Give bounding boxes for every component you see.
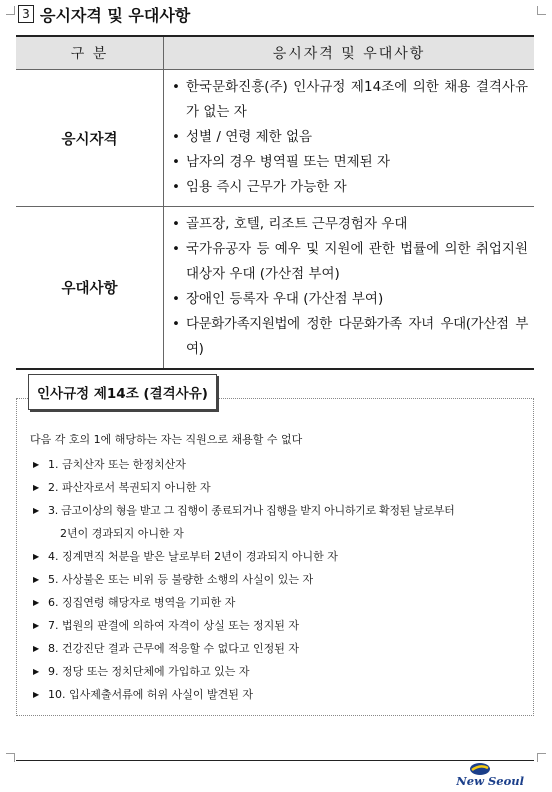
list-item: • 한국문화진흥(주) 인사규정 제14조에 의한 채용 결격사유가 없는 자	[172, 75, 528, 125]
list-item: ▶ 6. 징집연령 해당자로 병역을 기피한 자	[30, 591, 530, 614]
triangle-bullet-icon: ▶	[33, 575, 40, 584]
triangle-bullet-icon: ▶	[33, 667, 40, 676]
list-item: ▶ 8. 건강진단 결과 근무에 적응할 수 없다고 인정된 자	[30, 637, 530, 660]
section-number-box: 3	[18, 5, 34, 23]
section-title: 응시자격 및 우대사항	[40, 5, 191, 25]
row-content-eligibility	[164, 70, 535, 207]
table-row	[16, 70, 534, 207]
bullet-icon: •	[172, 179, 180, 195]
disqualification-list	[30, 453, 530, 706]
triangle-bullet-icon: ▶	[33, 690, 40, 699]
triangle-bullet-icon: ▶	[33, 460, 40, 469]
triangle-bullet-icon: ▶	[33, 552, 40, 561]
section-heading	[18, 2, 190, 26]
footer-divider	[16, 760, 534, 761]
bullet-icon: •	[172, 316, 180, 332]
list-item-continuation: 2년이 경과되지 아니한 자	[60, 527, 184, 540]
list-item: • 장애인 등록자 우대 (가산점 부여)	[172, 287, 528, 312]
table-row	[16, 207, 534, 370]
list-item: ▶ 5. 사상불온 또는 비위 등 불량한 소행의 사실이 있는 자	[30, 568, 530, 591]
triangle-bullet-icon: ▶	[33, 621, 40, 630]
list-item: ▶ 7. 법원의 판결에 의하여 자격이 상실 또는 정지된 자	[30, 614, 530, 637]
list-item: • 남자의 경우 병역필 또는 면제된 자	[172, 150, 528, 175]
bullet-icon: •	[172, 241, 180, 257]
bullet-icon: •	[172, 216, 180, 232]
list-item: ▶ 9. 정당 또는 정치단체에 가입하고 있는 자	[30, 660, 530, 683]
row-content-preference	[164, 207, 535, 370]
triangle-bullet-icon: ▶	[33, 644, 40, 653]
list-item: ▶ 1. 금치산자 또는 한정치산자	[30, 453, 530, 476]
new-seoul-logo	[434, 762, 524, 792]
list-item: ▶ 10. 입사제출서류에 허위 사실이 발견된 자	[30, 683, 530, 706]
triangle-bullet-icon: ▶	[33, 483, 40, 492]
regulation-intro: 다음 각 호의 1에 해당하는 자는 직원으로 채용할 수 없다	[30, 433, 303, 446]
table-header-row	[16, 36, 534, 70]
row-category-preference: 우대사항	[16, 207, 164, 370]
corner-mark-bottom-left	[6, 753, 15, 762]
corner-mark-bottom-right	[537, 753, 546, 762]
list-item: ▶ 4. 징계면직 처분을 받은 날로부터 2년이 경과되지 아니한 자	[30, 545, 530, 568]
list-item: • 국가유공자 등 예우 및 지원에 관한 법률에 의한 취업지원 대상자 우대 (가산점 부여)	[172, 237, 528, 287]
list-item: • 임용 즉시 근무가 가능한 자	[172, 175, 528, 200]
table-header-category: 구 분	[16, 36, 164, 70]
bullet-icon: •	[172, 291, 180, 307]
bullet-icon: •	[172, 129, 180, 145]
bullet-icon: •	[172, 79, 180, 95]
regulation-title: 인사규정 제14조 (결격사유)	[28, 374, 217, 410]
triangle-bullet-icon: ▶	[33, 506, 39, 515]
triangle-bullet-icon: ▶	[33, 598, 40, 607]
qualification-table	[16, 35, 534, 370]
list-item: • 다문화가족지원법에 정한 다문화가족 자녀 우대(가산점 부여)	[172, 312, 528, 362]
table-header-content: 응시자격 및 우대사항	[164, 36, 535, 70]
corner-mark-top-left	[6, 6, 15, 15]
bullet-icon: •	[172, 154, 180, 170]
row-category-eligibility: 응시자격	[16, 70, 164, 207]
list-item: ▶ 2. 파산자로서 복권되지 아니한 자	[30, 476, 530, 499]
logo-text: New Seoul	[456, 774, 524, 788]
list-item: ▶ 3. 금고이상의 형을 받고 그 집행이 종료되거나 집행을 받지 아니하기로 확정된 날로부터	[30, 499, 530, 522]
list-item: • 골프장, 호텔, 리조트 근무경험자 우대	[172, 212, 528, 237]
list-item: • 성별 / 연령 제한 없음	[172, 125, 528, 150]
corner-mark-top-right	[537, 6, 546, 15]
